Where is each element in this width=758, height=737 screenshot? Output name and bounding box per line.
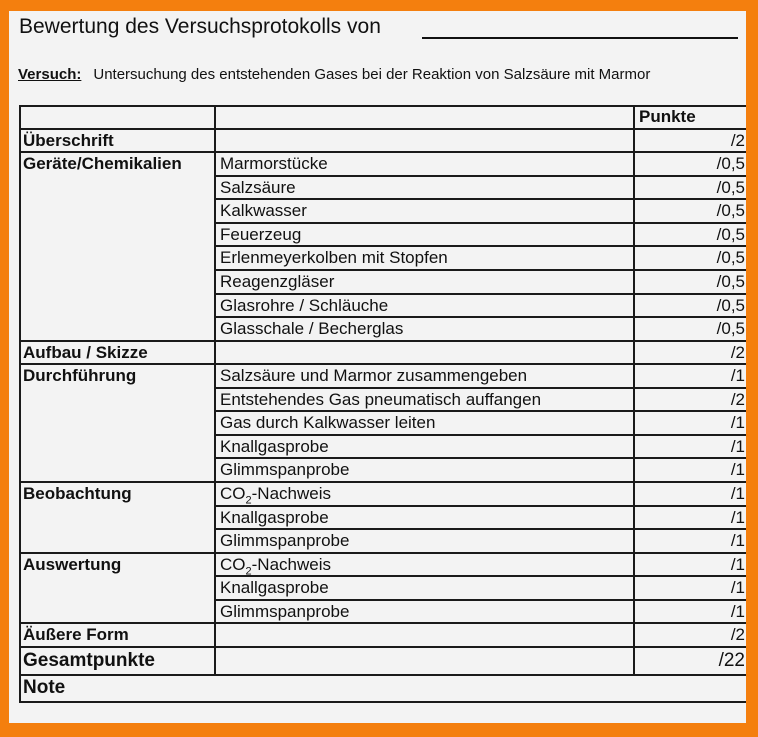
item-text: Kalkwasser (220, 201, 307, 220)
item-text: Glimmspanprobe (220, 531, 350, 550)
row-divider (19, 363, 746, 365)
experiment-label: Versuch: (18, 66, 82, 83)
item-points: /0,5 (716, 296, 745, 315)
row-divider (214, 434, 746, 436)
row-divider (214, 599, 746, 601)
item-points: /0,5 (716, 178, 745, 197)
row-divider (214, 410, 746, 412)
co2-nachweis: $CO_2$-Nachweis (220, 484, 331, 507)
row-divider (19, 646, 746, 648)
item-points: /1 (730, 366, 745, 385)
item-points: /1 (730, 413, 745, 432)
row-divider (19, 340, 746, 342)
item-text: Knallgasprobe (220, 508, 329, 527)
name-blank-line (422, 37, 738, 39)
section-aufbau: Aufbau / Skizze (23, 343, 148, 362)
co2-nachweis: $CO_2$-Nachweis (220, 555, 331, 578)
points-header: Punkte (639, 107, 696, 126)
total-label: Gesamtpunkte (23, 650, 155, 671)
item-text: Salzsäure und Marmor zusammengeben (220, 366, 528, 385)
item-points: /2 (730, 390, 745, 409)
item-points: /1 (730, 508, 745, 527)
item-points: /1 (730, 531, 745, 550)
item-text: Glasschale / Becherglas (220, 319, 404, 338)
item-text: Knallgasprobe (220, 437, 329, 456)
item-points: /1 (730, 484, 745, 503)
page-title: Bewertung des Versuchsprotokolls von (19, 15, 381, 38)
item-points: /1 (730, 602, 745, 621)
item-points: /0,5 (716, 154, 745, 173)
row-divider (19, 151, 746, 153)
item-points: /0,5 (716, 201, 745, 220)
item-points: /1 (730, 437, 745, 456)
row-divider (214, 316, 746, 318)
section-durchfuehrung: Durchführung (23, 366, 137, 385)
item-points: /0,5 (716, 319, 745, 338)
item-text: Marmorstücke (220, 154, 328, 173)
row-divider (214, 528, 746, 530)
row-divider (214, 222, 746, 224)
section-ueberschrift: Überschrift (23, 131, 114, 150)
section-geraete: Geräte/Chemikalien (23, 154, 182, 173)
item-points: /0,5 (716, 225, 745, 244)
row-divider (214, 387, 746, 389)
item-points: /0,5 (716, 272, 745, 291)
row-divider (19, 674, 746, 676)
item-points: /1 (730, 555, 745, 574)
item-text: Glimmspanprobe (220, 460, 350, 479)
row-divider (19, 128, 746, 130)
item-text: Erlenmeyerkolben mit Stopfen (220, 248, 448, 267)
points-aufbau: /2 (730, 343, 745, 362)
item-points: /1 (730, 460, 745, 479)
column-divider (214, 105, 216, 676)
item-text: Feuerzeug (220, 225, 302, 244)
row-divider (19, 701, 746, 703)
item-text: Glimmspanprobe (220, 602, 350, 621)
row-divider (19, 622, 746, 624)
item-text: Salzsäure (220, 178, 296, 197)
item-text: Reagenzgläser (220, 272, 335, 291)
row-divider (19, 481, 746, 483)
row-divider (214, 505, 746, 507)
column-divider (19, 105, 21, 703)
section-auswertung: Auswertung (23, 555, 122, 574)
row-divider (214, 198, 746, 200)
item-points: /0,5 (716, 248, 745, 267)
row-divider (19, 105, 746, 107)
points-aeussere-form: /2 (730, 625, 745, 644)
section-aeussere-form: Äußere Form (23, 625, 129, 644)
section-beobachtung: Beobachtung (23, 484, 132, 503)
points-ueberschrift: /2 (730, 131, 745, 150)
experiment-line (18, 66, 650, 83)
row-divider (214, 269, 746, 271)
grading-table (19, 105, 746, 705)
row-divider (214, 457, 746, 459)
row-divider (214, 175, 746, 177)
item-points: /1 (730, 578, 745, 597)
item-text: Knallgasprobe (220, 578, 329, 597)
row-divider (214, 575, 746, 577)
item-text: Entstehendes Gas pneumatisch auffangen (220, 390, 542, 409)
item-text: Gas durch Kalkwasser leiten (220, 413, 436, 432)
row-divider (214, 293, 746, 295)
column-divider (633, 105, 635, 676)
grade-label: Note (23, 677, 66, 698)
row-divider (19, 552, 746, 554)
experiment-text: Untersuchung des entstehenden Gases bei der Reaktion von Salzsäure mit Marmor (93, 66, 651, 83)
evaluation-sheet (9, 11, 746, 723)
total-points: /22 (718, 650, 745, 671)
row-divider (214, 245, 746, 247)
item-text: Glasrohre / Schläuche (220, 296, 389, 315)
